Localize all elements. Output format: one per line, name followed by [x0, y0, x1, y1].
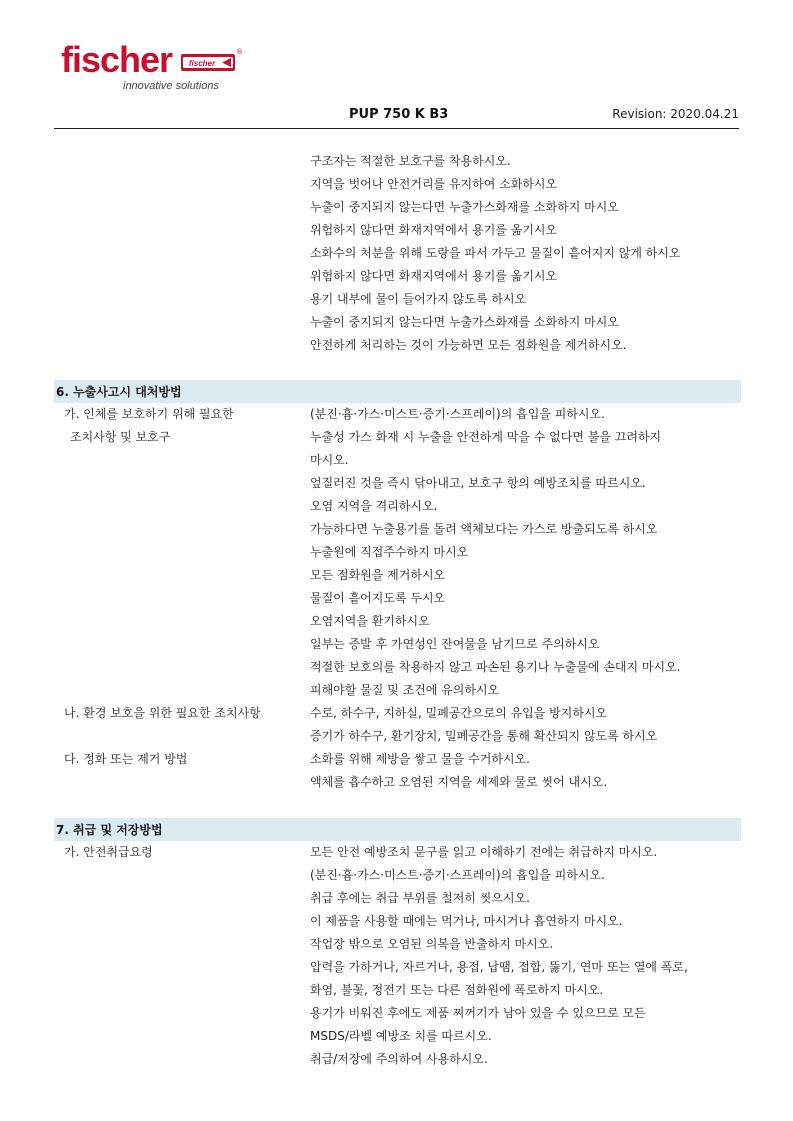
text-line: 안전하게 처리하는 것이 가능하면 모든 점화원을 제거하시오. [310, 338, 627, 352]
text-line: 누출성 가스 화재 시 누출을 안전하게 막을 수 없다면 불을 끄려하지 [310, 430, 662, 444]
text-line: 엎질러진 것을 즉시 닦아내고, 보호구 항의 예방조치를 따르시오. [310, 476, 646, 490]
text-line: 피해야할 물질 및 조건에 유의하시오 [310, 683, 500, 697]
text-line: 증기가 하수구, 환기장치, 밀폐공간을 통해 확산되지 않도록 하시오 [310, 729, 658, 743]
brand-logo [61, 40, 251, 96]
badge-text: fischer [188, 59, 216, 68]
text-line: 취급/저장에 주의하여 사용하시오. [310, 1052, 488, 1066]
text-line: 모든 점화원을 제거하시오 [310, 568, 446, 582]
text-line: 누출이 중지되지 않는다면 누출가스화재를 소화하지 마시오 [310, 200, 619, 214]
text-line: 지역을 벗어나 안전거리를 유지하여 소화하시오 [310, 177, 558, 191]
section-7a-label: 가. 안전취급요령 [64, 845, 153, 859]
text-line: 오염지역을 환기하시오 [310, 614, 430, 628]
text-line: 소화를 위해 제방을 쌓고 물을 수거하시오. [310, 752, 530, 766]
text-line: 일부는 증발 후 가연성인 잔여물을 남기므로 주의하시오 [310, 637, 600, 651]
section-6-title: 6. 누출사고시 대처방법 [56, 385, 182, 399]
text-line: (분진·흄·가스·미스트·증기·스프레이)의 흡입을 피하시오. [310, 868, 605, 882]
text-line: 가능하다면 누출용기를 돌려 액체보다는 가스로 방출되도록 하시오 [310, 522, 658, 536]
product-name: PUP 750 K B3 [349, 107, 449, 122]
text-line: 마시오. [310, 453, 349, 467]
text-line: 액체를 흡수하고 오염된 지역을 세제와 물로 씻어 내시오. [310, 775, 608, 789]
text-line: 위험하지 않다면 화재지역에서 용기를 옮기시오 [310, 223, 558, 237]
brand-tagline: innovative solutions [123, 80, 220, 92]
text-line: (분진·흄·가스·미스트·증기·스프레이)의 흡입을 피하시오. [310, 407, 605, 421]
text-line: 적절한 보호의를 착용하지 않고 파손된 용기나 누출물에 손대지 마시오. [310, 660, 681, 674]
text-line: 작업장 밖으로 오염된 의복을 반출하지 마시오. [310, 937, 554, 951]
text-line: 물질이 흩어지도록 두시오 [310, 591, 446, 605]
text-line: 구조자는 적절한 보호구를 착용하시오. [310, 154, 511, 168]
revision-date: Revision: 2020.04.21 [612, 107, 739, 121]
text-line: 용기 내부에 물이 들어가지 않도록 하시오 [310, 292, 527, 306]
section-7-title: 7. 취급 및 저장방법 [56, 823, 163, 837]
text-line: 모든 안전 예방조치 문구를 읽고 이해하기 전에는 취급하지 마시오. [310, 845, 658, 859]
header-divider [54, 128, 739, 129]
registered-mark-icon: ® [236, 48, 243, 56]
text-line: 압력을 가하거나, 자르거나, 용접, 납땜, 접합, 뚫기, 연마 또는 열에 폭로, [310, 960, 688, 974]
section-6a-label: 가. 인체를 보호하기 위해 필요한 [64, 407, 234, 421]
text-line: 누출원에 직접주수하지 마시오 [310, 545, 469, 559]
text-line: 위험하지 않다면 화재지역에서 용기를 옮기시오 [310, 269, 558, 283]
text-line: 오염 지역을 격리하시오. [310, 499, 438, 513]
brand-name: fischer [61, 39, 173, 80]
fish-badge-icon [181, 54, 235, 71]
text-line: MSDS/라벨 예방조 치를 따르시오. [310, 1029, 492, 1043]
section-6a-label-cont: 조치사항 및 보호구 [70, 430, 171, 444]
text-line: 화염, 불꽃, 정전기 또는 다른 점화원에 폭로하지 마시오. [310, 983, 604, 997]
section-6b-label: 나. 환경 보호을 위한 필요한 조치사항 [64, 706, 261, 720]
text-line: 취급 후에는 취급 부위를 철저히 씻으시오. [310, 891, 530, 905]
text-line: 소화수의 처분을 위해 도랑을 파서 가두고 물질이 흩어지지 않게 하시오 [310, 246, 681, 260]
text-line: 이 제품을 사용할 때에는 먹거나, 마시거나 흡연하지 마시오. [310, 914, 623, 928]
text-line: 수로, 하수구, 지하실, 밀폐공간으로의 유입을 방지하시오 [310, 706, 608, 720]
section-6c-label: 다. 정화 또는 제거 방법 [64, 752, 188, 766]
text-line: 누출이 중지되지 않는다면 누출가스화재를 소화하지 마시오 [310, 315, 619, 329]
text-line: 용기가 비워진 후에도 제품 찌꺼기가 남아 있을 수 있으므로 모든 [310, 1006, 646, 1020]
